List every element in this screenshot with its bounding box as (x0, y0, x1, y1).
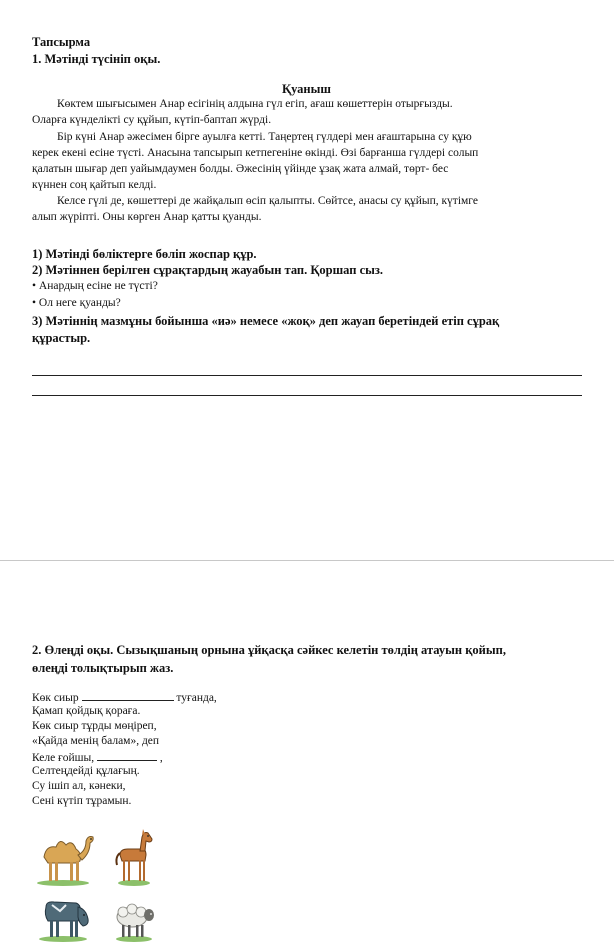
story-line: Келсе гүлі де, көшеттері де жайқалып өсіп қалыпты. Сөйтсе, анасы су құйып, күтімге (57, 195, 478, 207)
task-heading: Тапсырма (32, 35, 91, 49)
foal-icon (112, 827, 156, 887)
poem-line-6: Селтеңдейді құлағың. (32, 765, 140, 777)
story-line: Көктем шығысымен Анар есігінің алдына гүл егіп, ағаш көшеттерін отырғызды. (57, 98, 453, 110)
answer-line[interactable] (32, 375, 582, 376)
poem-blank-1[interactable] (82, 690, 174, 701)
question-2a: • Анардың есіне не түсті? (32, 280, 158, 292)
poem-blank-2[interactable] (97, 750, 157, 761)
poem-text: , (159, 752, 163, 764)
task2-title-line2: өлеңді толықтырып жаз. (32, 661, 174, 675)
poem-line-4: «Қайда менің балам», деп (32, 735, 160, 747)
story-line: қалатын шығар деп уайымдаумен болды. Әжесінің үйінде ұзақ жата алмай, төрт- бес (32, 163, 449, 175)
question-2: 2) Мәтіннен берілген сұрақтардың жауабын тап. Қоршап сыз. (32, 263, 384, 277)
task1-title: 1. Мәтінді түсініп оқы. (32, 52, 161, 66)
page-break (0, 560, 614, 576)
story-line: Оларға күнделікті су құйып, күтіп-баптап жүрді. (32, 114, 272, 126)
worksheet-page-2 (0, 575, 614, 949)
poem-line-8: Сені күтіп тұрамын. (32, 795, 132, 807)
story-line: күннен соң қайтып келді. (32, 179, 157, 191)
answer-line[interactable] (32, 395, 582, 396)
story-line: Бір күні Анар әжесімен бірге ауылға кетті. Таңертең гүлдері мен ағаштарына су құю (57, 131, 472, 143)
poem-line-7: Су ішіп ал, кәнеки, (32, 780, 126, 792)
calf-icon (34, 893, 92, 943)
poem-line-2: Қамап қойдық қораға. (32, 705, 141, 717)
poem-text: туғанда, (176, 692, 217, 704)
poem-line-5 (32, 750, 163, 764)
story-line: керек екені есіне түсті. Анасына тапсырып кетпегеніне өкінді. Өзі барғанша гүлдері солып (32, 147, 479, 159)
poem-text: Көк сиыр (32, 692, 79, 704)
task2-title-line1: 2. Өлеңді оқы. Сызықшаның орнына ұйқасқа сәйкес келетін төлдің атауын қойып, (32, 643, 506, 657)
story-line: алып жүріпті. Оны көрген Анар қатты қуанды. (32, 211, 262, 223)
poem-line-3: Көк сиыр тұрды мөңіреп, (32, 720, 157, 732)
poem-line-1 (32, 690, 217, 704)
question-3-line1: 3) Мәтіннің мазмұны бойынша «иә» немесе «жоқ» деп жауап беретіндей етіп сұрақ (32, 314, 500, 328)
camel-icon (30, 827, 96, 887)
question-1: 1) Мәтінді бөліктерге бөліп жоспар құр. (32, 247, 257, 261)
question-2b: • Ол неге қуанды? (32, 297, 121, 309)
story-title: Қуаныш (282, 82, 331, 96)
poem-text: Келе ғойшы, (32, 752, 95, 764)
lamb-icon (110, 895, 158, 943)
question-3-line2: құрастыр. (32, 331, 91, 345)
